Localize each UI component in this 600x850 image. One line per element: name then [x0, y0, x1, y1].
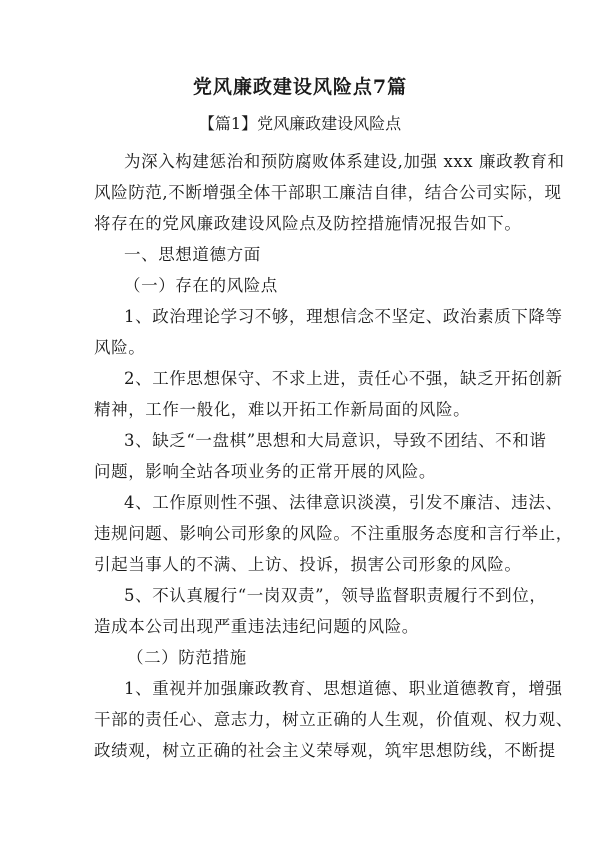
paragraph-line: 风险。: [94, 338, 146, 357]
paragraph-line: 干部的责任心、意志力，树立正确的人生观，价值观、权力观、: [94, 710, 573, 729]
paragraph-line: 政绩观，树立正确的社会主义荣辱观，筑牢思想防线，不断提: [94, 741, 556, 760]
paragraph-line: 3、缺乏“一盘棋”思想和大局意识，导致不团结、不和谐: [124, 431, 547, 450]
paragraph-line: 造成本公司出现严重违法违纪问题的风险。: [94, 617, 419, 636]
paragraph-line: 2、工作思想保守、不求上进，责任心不强，缺乏开拓创新: [124, 369, 563, 388]
paragraph-line: 1、重视并加强廉政教育、思想道德、职业道德教育，增强: [124, 679, 563, 698]
paragraph-line: 精神，工作一般化，难以开拓工作新局面的风险。: [94, 400, 471, 419]
section-title: 【篇1】党风廉政建设风险点: [198, 114, 402, 133]
paragraph-line: 将存在的党风廉政建设风险点及防控措施情况报告如下。: [94, 214, 522, 233]
paragraph-line: 违规问题、影响公司形象的风险。不注重服务态度和言行举止，: [94, 524, 573, 543]
subheading-line: （一）存在的风险点: [124, 276, 278, 295]
paragraph-line: 5、不认真履行“一岗双责”，领导监督职责履行不到位，: [124, 586, 547, 605]
paragraph-line: 引起当事人的不满、上访、投诉，损害公司形象的风险。: [94, 555, 522, 574]
heading-line: 一、思想道德方面: [124, 245, 261, 264]
paragraph-line: 为深入构建惩治和预防腐败体系建设,加强 xxx 廉政教育和: [124, 152, 565, 171]
document-title: 党风廉政建设风险点7篇: [192, 76, 408, 98]
paragraph-line: 1、政治理论学习不够，理想信念不坚定、政治素质下降等: [124, 307, 563, 326]
paragraph-line: 问题，影响全站各项业务的正常开展的风险。: [94, 462, 436, 481]
subheading-line: （二）防范措施: [127, 648, 247, 667]
paragraph-line: 4、工作原则性不强、法律意识淡漠，引发不廉洁、违法、: [124, 493, 563, 512]
paragraph-line: 风险防范,不断增强全体干部职工廉洁自律，结合公司实际，现: [94, 183, 562, 202]
